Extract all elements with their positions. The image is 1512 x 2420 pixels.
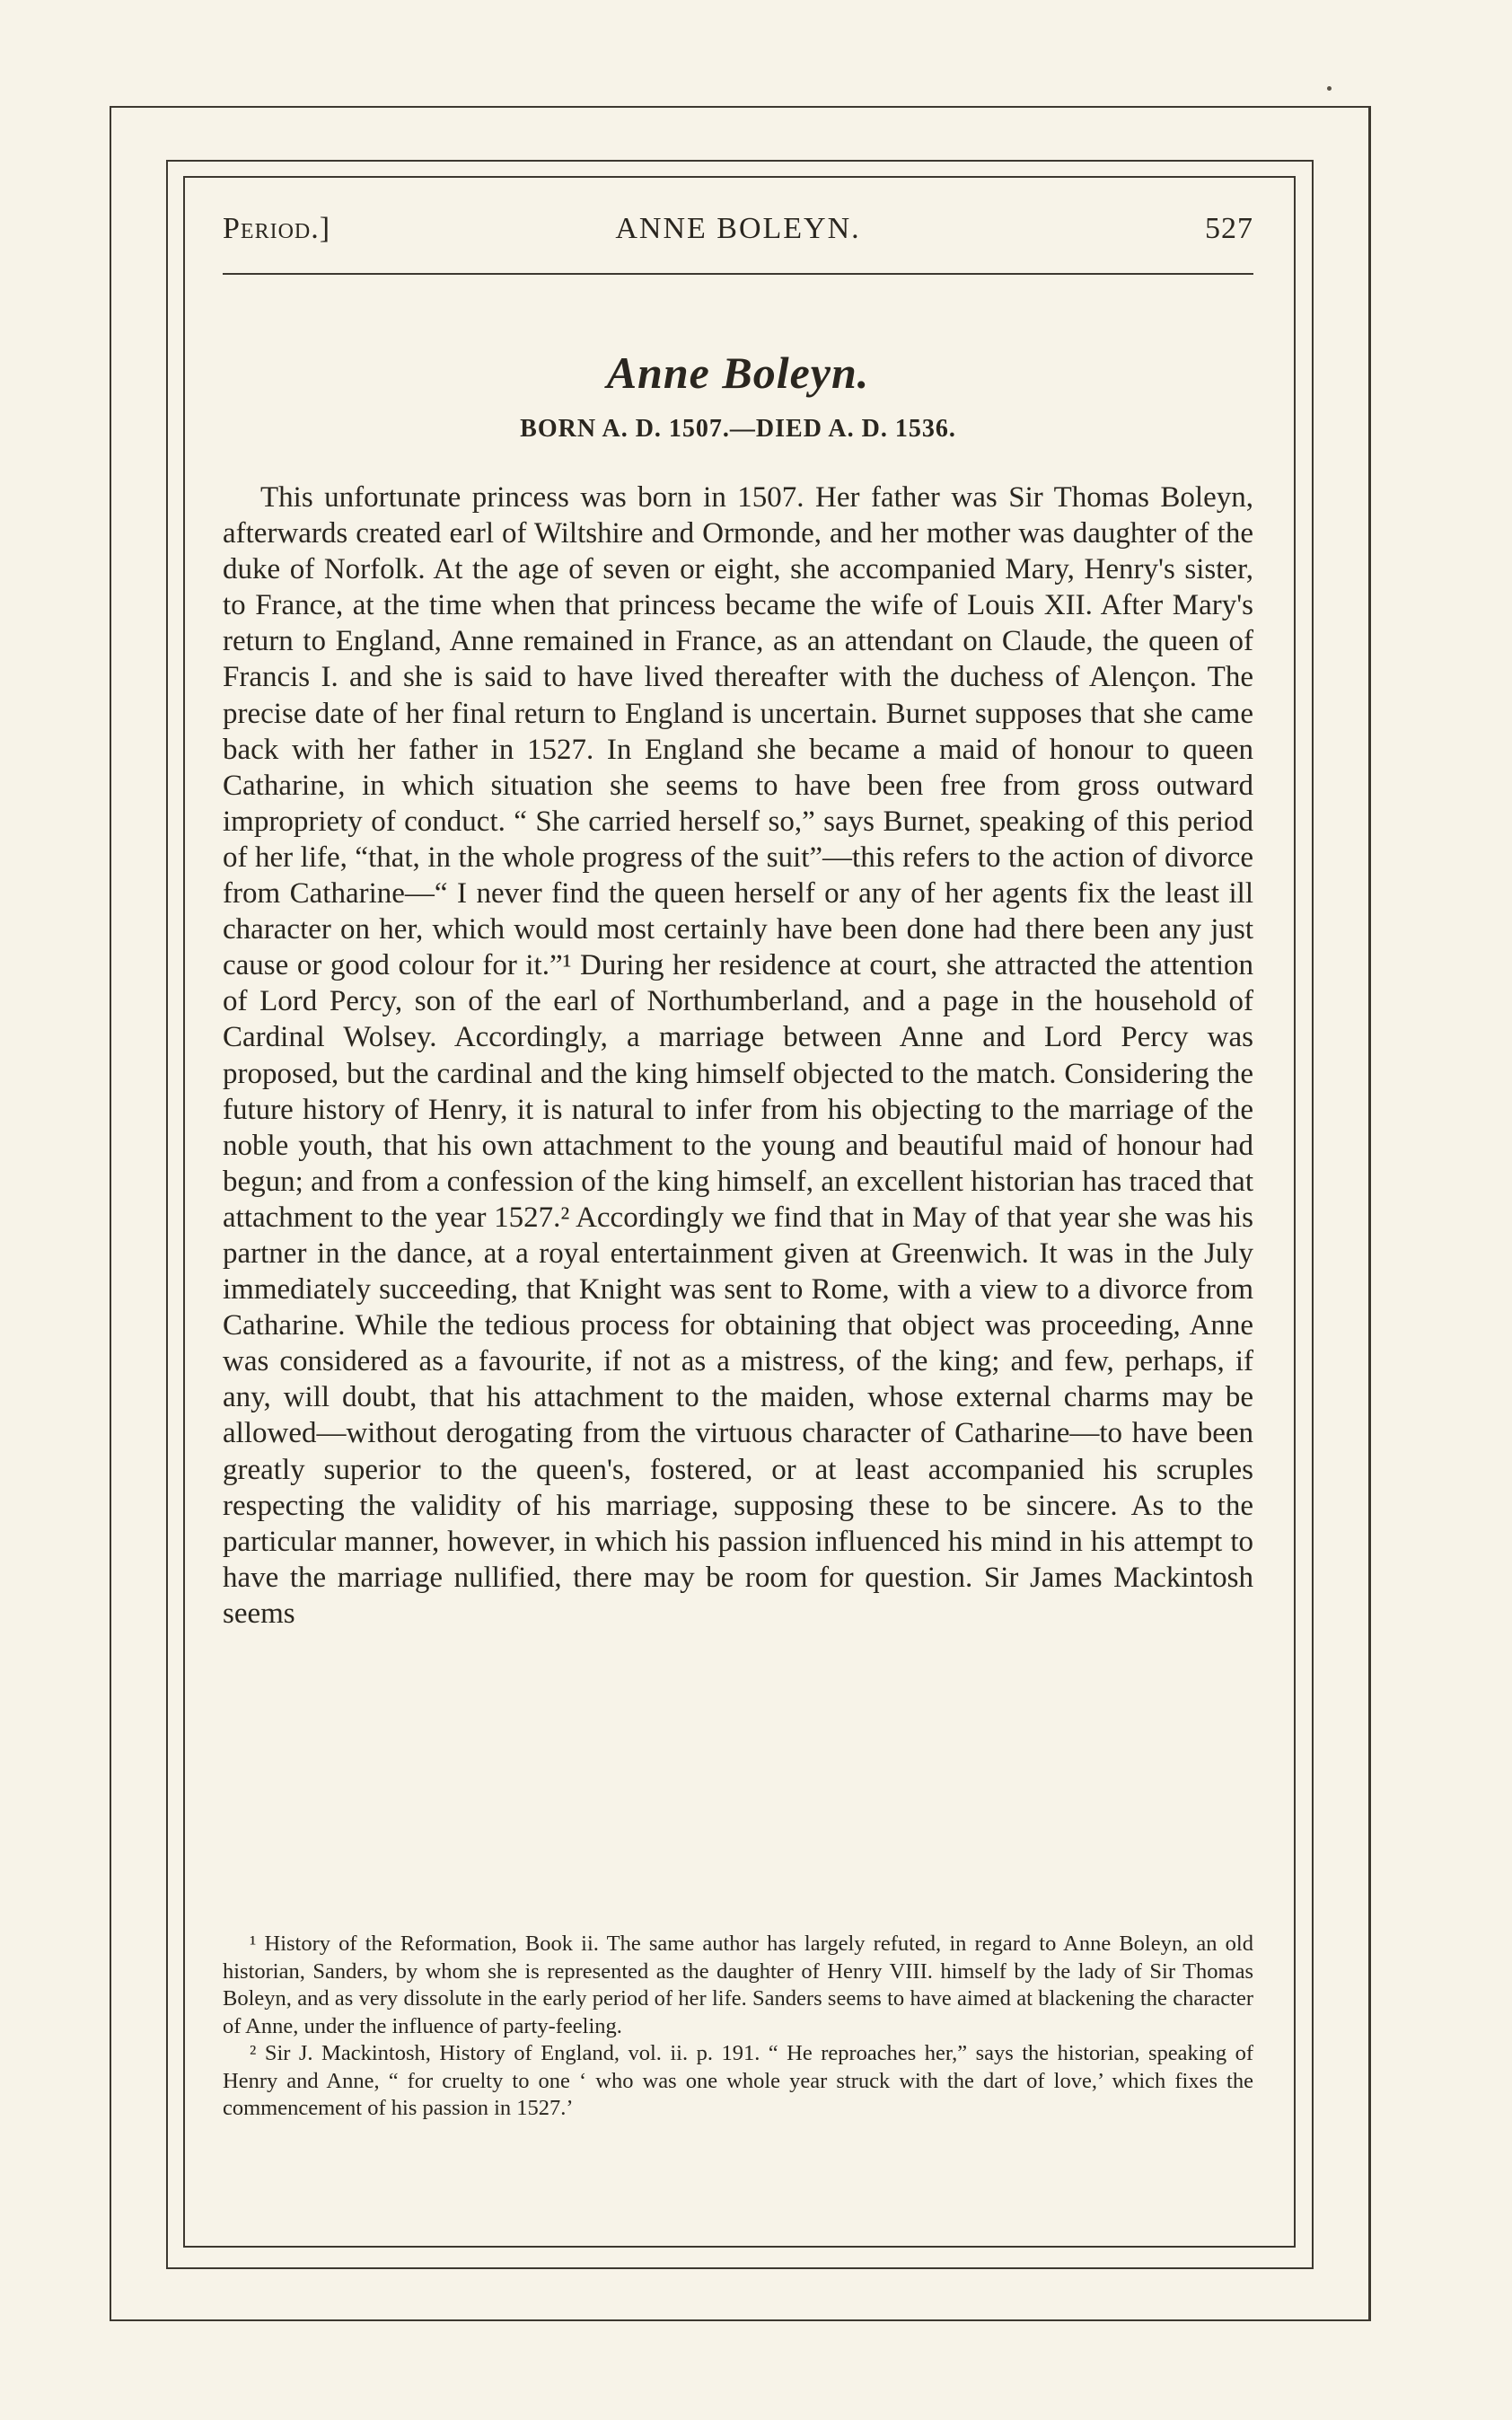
header-rule [223,273,1253,275]
footnote-2: ² Sir J. Mackintosh, History of England, vol. ii. p. 191. “ He reproaches her,” says the historian, speaking of Henry and Anne, “ for cruelty to one ‘ who was one whole year struck with the dart of love,’ which fixes the commencement of his passion in 1527.’ [223,2041,1253,2120]
article-body [223,480,1253,1632]
footnotes [223,1931,1253,2123]
footnote-1: ¹ History of the Reformation, Book ii. The same author has largely refuted, in regard to Anne Boleyn, an old historian, Sanders, by whom she is represented as the daughter of Henry VIII. himself by the lady of Sir Thomas Boleyn, and as very dissolute in the early period of her life. Sanders seems to have aimed at blackening the character of Anne, under the influence of party-feeling. [223,1932,1253,2038]
running-head-section: Period.] [223,212,331,245]
page-number: 527 [1205,212,1253,245]
body-paragraph: This unfortunate princess was born in 1507. Her father was Sir Thomas Boleyn, afterwards created earl of Wiltshire and Ormonde, and her mother was daughter of the duke of Norfolk. At the age of seven or eight, she accompanied Mary, Henry's sister, to France, at the time when that princess became the wife of Louis XII. After Mary's return to England, Anne remained in France, as an attendant on Claude, the queen of Francis I. and she is said to have lived thereafter with the duchess of Alençon. The precise date of her final return to England is uncertain. Burnet supposes that she came back with her father in 1527. In England she became a maid of honour to queen Catharine, in which situation she seems to have been free from gross outward impropriety of conduct. “ She carried herself so,” says Burnet, speaking of this period of her life, “that, in the whole progress of the suit”—this refers to the action of divorce from Catharine—“ I never find the queen herself or any of her agents fix the least ill character on her, which would most certainly have been done had there been any just cause or good colour for it.”¹ During her residence at court, she attracted the attention of Lord Percy, son of the earl of Northumberland, and a page in the household of Cardinal Wolsey. Accordingly, a marriage between Anne and Lord Percy was proposed, but the cardinal and the king himself objected to the match. Considering the future history of Henry, it is natural to infer from his objecting to the marriage of the noble youth, that his own attachment to the young and beautiful maid of honour had begun; and from a confession of the king himself, an excellent historian has traced that attachment to the year 1527.² Accordingly we find that in May of that year she was his partner in the dance, at a royal entertainment given at Greenwich. It was in the July immediately succeeding, that Knight was sent to Rome, with a view to a divorce from Catharine. While the tedious process for obtaining that object was proceeding, Anne was considered as a favourite, if not as a mistress, of the king; and few, perhaps, if any, will doubt, that his attachment to the maiden, whose external charms may be allowed—without derogating from the virtuous character of Catharine—to have been greatly superior to the queen's, fostered, or at least accompanied his scruples respecting the validity of his marriage, supposing these to be sincere. As to the particular manner, however, in which his passion influenced his mind in his attempt to have the marriage nullified, there may be room for question. Sir James Mackintosh seems [223,481,1253,1630]
article-title: Anne Boleyn. [606,348,870,398]
page-speck [1327,86,1332,91]
article-dates: BORN A. D. 1507.—DIED A. D. 1536. [520,415,956,443]
running-head-title: ANNE BOLEYN. [615,212,861,245]
running-head [223,212,1253,257]
page-content [223,212,1253,1632]
